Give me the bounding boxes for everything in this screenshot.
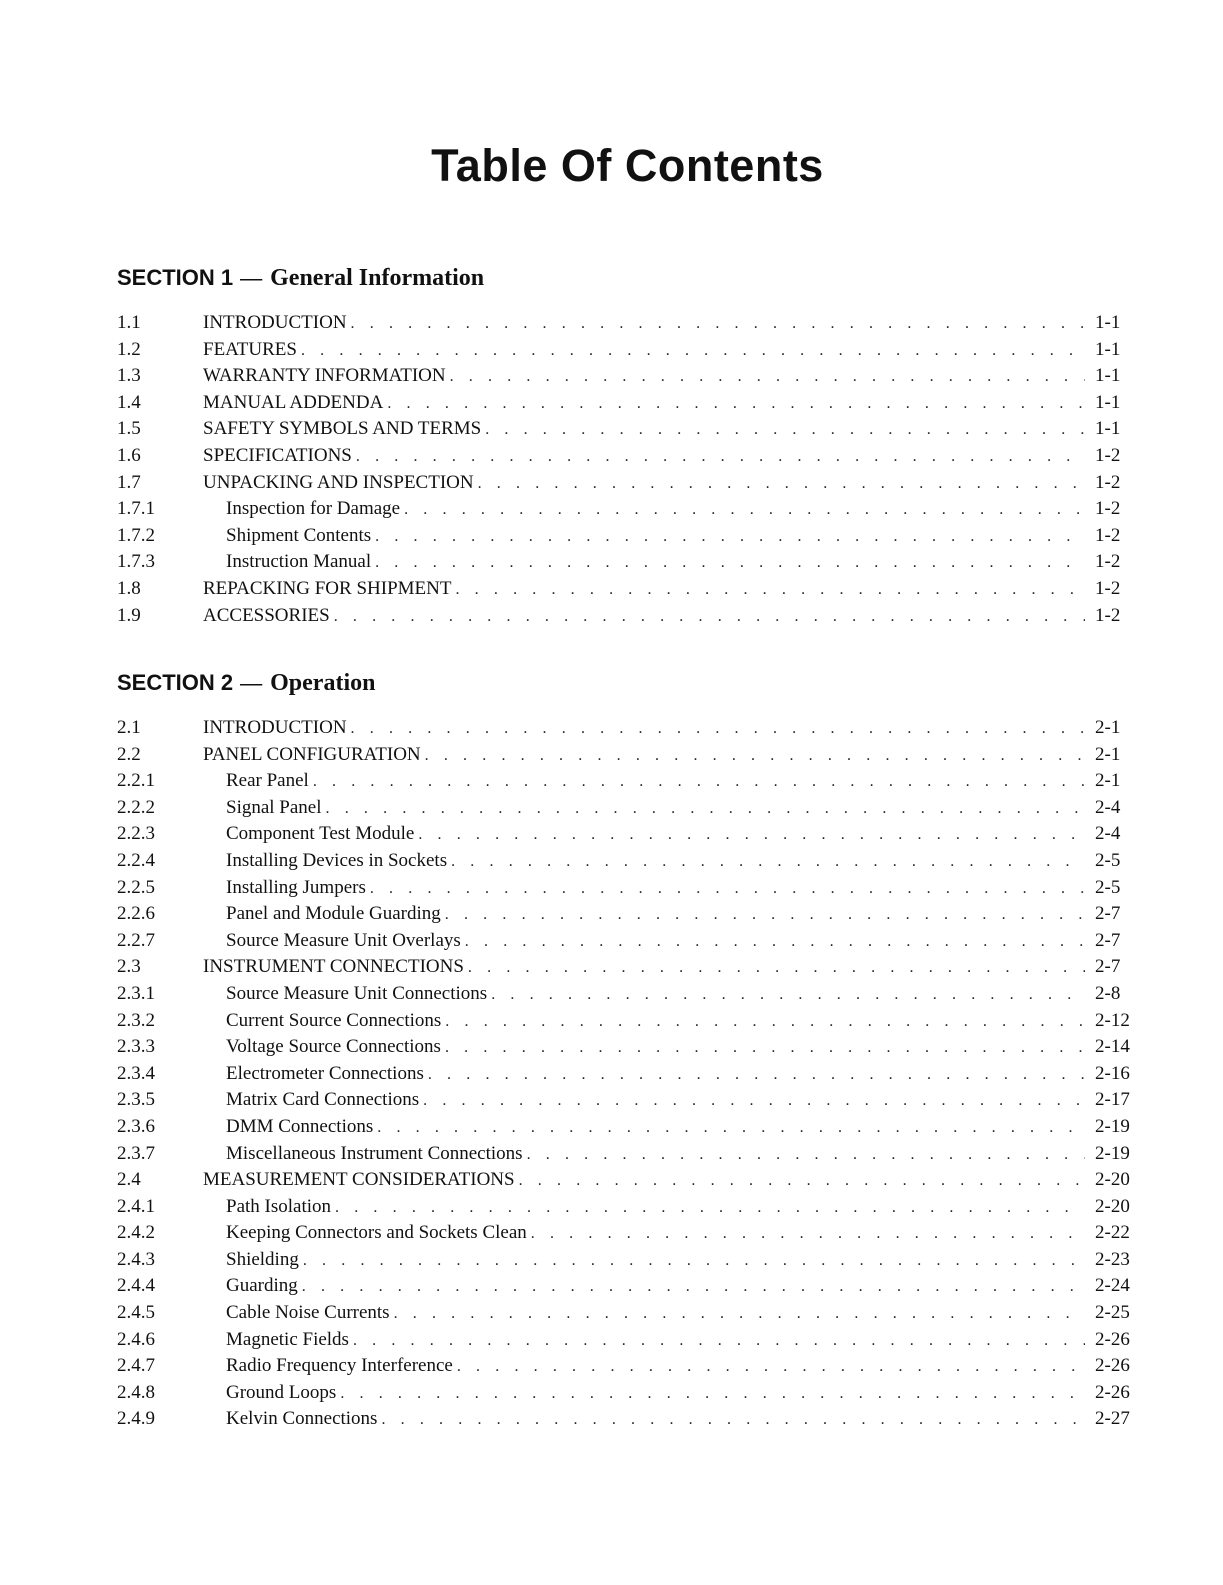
entry-page-number: 2-5	[1095, 876, 1121, 898]
entry-number: 2.4.6	[117, 1328, 155, 1350]
entry-page-number: 2-4	[1095, 796, 1121, 818]
entry-title: Current Source Connections	[226, 1009, 442, 1031]
toc-entry[interactable]	[117, 365, 1147, 392]
toc-entry[interactable]	[117, 525, 1147, 552]
entry-page-number: 1-1	[1095, 418, 1121, 440]
entry-page-number: 2-26	[1095, 1381, 1130, 1403]
entry-title: Miscellaneous Instrument Connections	[226, 1142, 523, 1164]
dot-leader	[351, 720, 1085, 738]
entry-page-number: 2-24	[1095, 1275, 1130, 1297]
entry-title: Kelvin Connections	[226, 1408, 378, 1430]
toc-entry[interactable]	[117, 983, 1147, 1010]
entry-title: DMM Connections	[226, 1115, 374, 1137]
entry-page-number: 1-2	[1095, 498, 1121, 520]
toc-entry[interactable]	[117, 1249, 1147, 1276]
entry-title: MANUAL ADDENDA	[203, 391, 384, 413]
section-name: Operation	[270, 670, 376, 696]
entry-number: 2.4.1	[117, 1195, 155, 1217]
entry-title: Source Measure Unit Connections	[226, 982, 488, 1004]
toc-entry[interactable]	[117, 551, 1147, 578]
dot-leader	[387, 395, 1085, 413]
dot-leader	[377, 1119, 1085, 1137]
dot-leader	[404, 501, 1085, 519]
entry-title: Installing Devices in Sockets	[226, 849, 448, 871]
dot-leader	[351, 315, 1085, 333]
entry-page-number: 2-12	[1095, 1009, 1130, 1031]
dot-leader	[353, 1332, 1085, 1350]
dot-leader	[491, 986, 1085, 1004]
entry-title: Shipment Contents	[226, 524, 372, 546]
entry-number: 2.3	[117, 956, 141, 978]
entry-page-number: 1-1	[1095, 312, 1121, 333]
dot-leader	[428, 1066, 1085, 1084]
entry-number: 2.3.1	[117, 982, 155, 1004]
toc-entry[interactable]	[117, 770, 1147, 797]
entry-title: INTRODUCTION	[203, 717, 347, 738]
entry-page-number: 1-1	[1095, 365, 1121, 387]
entry-page-number: 2-7	[1095, 929, 1121, 951]
entry-number: 1.7.2	[117, 524, 155, 546]
entry-number: 1.3	[117, 365, 141, 387]
section-heading	[117, 663, 1147, 703]
section-1	[117, 258, 1147, 631]
dot-leader	[303, 1252, 1085, 1270]
entry-number: 2.4	[117, 1169, 141, 1191]
entry-page-number: 1-2	[1095, 444, 1121, 466]
entry-title: Radio Frequency Interference	[226, 1355, 453, 1377]
entry-number: 2.3.2	[117, 1009, 155, 1031]
entry-page-number: 2-23	[1095, 1248, 1130, 1270]
section-separator: —	[240, 670, 263, 695]
toc-entry[interactable]	[117, 717, 1147, 744]
entry-page-number: 2-4	[1095, 823, 1121, 845]
dot-leader	[425, 747, 1085, 765]
entry-number: 1.1	[117, 312, 141, 333]
toc-entry[interactable]	[117, 744, 1147, 771]
entry-number: 2.4.3	[117, 1248, 155, 1270]
entry-title: PANEL CONFIGURATION	[203, 743, 421, 765]
entry-page-number: 2-5	[1095, 849, 1121, 871]
entry-title: Signal Panel	[226, 796, 322, 818]
toc-list	[117, 717, 1147, 1435]
entry-page-number: 1-2	[1095, 551, 1121, 573]
entry-number: 2.2.3	[117, 823, 155, 845]
entry-page-number: 2-1	[1095, 743, 1121, 765]
entry-page-number: 1-2	[1095, 471, 1121, 493]
entry-number: 2.2.2	[117, 796, 155, 818]
section-label: SECTION 1	[117, 265, 234, 290]
entry-page-number: 2-20	[1095, 1169, 1130, 1191]
entry-title: Shielding	[226, 1248, 299, 1270]
entry-page-number: 2-1	[1095, 717, 1121, 738]
entry-number: 2.3.4	[117, 1062, 155, 1084]
toc-entry[interactable]	[117, 1329, 1147, 1356]
entry-title: Path Isolation	[226, 1195, 332, 1217]
entry-title: WARRANTY INFORMATION	[203, 365, 446, 387]
entry-number: 2.2	[117, 743, 141, 765]
dot-leader	[468, 959, 1085, 977]
entry-number: 1.7	[117, 471, 141, 493]
toc-entry[interactable]	[117, 1275, 1147, 1302]
entry-page-number: 2-20	[1095, 1195, 1130, 1217]
toc-entry[interactable]	[117, 1063, 1147, 1090]
page-title: Table Of Contents	[431, 140, 824, 191]
toc-entry[interactable]	[117, 1382, 1147, 1409]
dot-leader	[326, 800, 1085, 818]
entry-number: 2.3.5	[117, 1089, 155, 1111]
entry-title: REPACKING FOR SHIPMENT	[203, 577, 452, 599]
entry-title: Guarding	[226, 1275, 298, 1297]
toc-list	[117, 312, 1147, 631]
section-2	[117, 663, 1147, 1435]
toc-entry[interactable]	[117, 1143, 1147, 1170]
dot-leader	[451, 853, 1085, 871]
entry-number: 2.4.9	[117, 1408, 155, 1430]
entry-title: INSTRUMENT CONNECTIONS	[203, 956, 464, 978]
entry-title: Rear Panel	[226, 770, 309, 792]
entry-number: 1.5	[117, 418, 141, 440]
toc-entry[interactable]	[117, 850, 1147, 877]
dot-leader	[423, 1092, 1085, 1110]
toc-entry[interactable]	[117, 903, 1147, 930]
toc-entry[interactable]	[117, 1222, 1147, 1249]
dot-leader	[335, 1199, 1085, 1217]
dot-leader	[356, 448, 1085, 466]
entry-number: 2.3.7	[117, 1142, 155, 1164]
toc-entry[interactable]	[117, 1355, 1147, 1382]
dot-leader	[445, 1039, 1085, 1057]
entry-title: UNPACKING AND INSPECTION	[203, 471, 474, 493]
entry-number: 2.4.4	[117, 1275, 155, 1297]
entry-page-number: 1-1	[1095, 338, 1121, 360]
dot-leader	[465, 933, 1085, 951]
dot-leader	[313, 773, 1085, 791]
entry-title: Instruction Manual	[226, 551, 372, 573]
entry-page-number: 1-2	[1095, 577, 1121, 599]
dot-leader	[375, 528, 1085, 546]
toc-entry[interactable]	[117, 312, 1147, 339]
entry-page-number: 2-16	[1095, 1062, 1130, 1084]
entry-number: 2.4.7	[117, 1355, 155, 1377]
toc-entry[interactable]	[117, 339, 1147, 366]
entry-number: 1.2	[117, 338, 141, 360]
entry-number: 2.4.2	[117, 1222, 155, 1244]
toc-entry[interactable]	[117, 445, 1147, 472]
entry-title: Component Test Module	[226, 823, 415, 845]
entry-number: 2.3.3	[117, 1036, 155, 1058]
section-label: SECTION 2	[117, 670, 234, 695]
dot-leader	[375, 554, 1085, 572]
entry-title: MEASUREMENT CONSIDERATIONS	[203, 1169, 515, 1191]
entry-title: Voltage Source Connections	[226, 1036, 441, 1058]
toc-entry[interactable]	[117, 1089, 1147, 1116]
entry-page-number: 2-7	[1095, 903, 1121, 925]
toc-entry[interactable]	[117, 392, 1147, 419]
entry-page-number: 1-2	[1095, 604, 1121, 626]
entry-number: 2.2.4	[117, 849, 155, 871]
entry-page-number: 2-19	[1095, 1115, 1130, 1137]
entry-title: Ground Loops	[226, 1381, 337, 1403]
entry-title: Cable Noise Currents	[226, 1302, 390, 1324]
entry-number: 2.2.5	[117, 876, 155, 898]
entry-page-number: 1-2	[1095, 524, 1121, 546]
toc-entry[interactable]	[117, 1302, 1147, 1329]
entry-page-number: 2-27	[1095, 1408, 1130, 1430]
toc-entry[interactable]	[117, 797, 1147, 824]
entry-number: 2.2.7	[117, 929, 155, 951]
entry-page-number: 1-1	[1095, 391, 1121, 413]
entry-title: Source Measure Unit Overlays	[226, 929, 461, 951]
entry-number: 2.2.6	[117, 903, 155, 925]
dot-leader	[455, 581, 1085, 599]
entry-title: Panel and Module Guarding	[226, 903, 441, 925]
entry-title: ACCESSORIES	[203, 604, 330, 626]
entry-number: 1.7.1	[117, 498, 155, 520]
dot-leader	[394, 1305, 1085, 1323]
entry-page-number: 2-25	[1095, 1302, 1130, 1324]
section-name: General Information	[270, 265, 485, 291]
entry-page-number: 2-22	[1095, 1222, 1130, 1244]
dot-leader	[485, 421, 1085, 439]
entry-page-number: 2-19	[1095, 1142, 1130, 1164]
entry-title: INTRODUCTION	[203, 312, 347, 333]
dot-leader	[302, 1278, 1085, 1296]
toc-entry[interactable]	[117, 472, 1147, 499]
toc-entry[interactable]	[117, 578, 1147, 605]
entry-page-number: 2-8	[1095, 982, 1121, 1004]
dot-leader	[457, 1358, 1085, 1376]
toc-entry[interactable]	[117, 1010, 1147, 1037]
entry-number: 1.9	[117, 604, 141, 626]
toc-entry[interactable]	[117, 930, 1147, 957]
toc-entry[interactable]	[117, 418, 1147, 445]
dot-leader	[519, 1172, 1085, 1190]
entry-page-number: 2-26	[1095, 1328, 1130, 1350]
entry-page-number: 2-14	[1095, 1036, 1130, 1058]
toc-entry[interactable]	[117, 605, 1147, 632]
entry-number: 1.4	[117, 391, 141, 413]
entry-title: Inspection for Damage	[226, 498, 401, 520]
entry-number: 2.3.6	[117, 1115, 155, 1137]
entry-page-number: 2-26	[1095, 1355, 1130, 1377]
entry-number: 2.1	[117, 717, 141, 738]
entry-title: SPECIFICATIONS	[203, 444, 352, 466]
dot-leader	[478, 475, 1085, 493]
toc-entry[interactable]	[117, 1169, 1147, 1196]
dot-leader	[445, 906, 1085, 924]
dot-leader	[334, 608, 1085, 626]
toc-entry[interactable]	[117, 498, 1147, 525]
toc-entry[interactable]	[117, 823, 1147, 850]
dot-leader	[370, 880, 1085, 898]
dot-leader	[418, 826, 1085, 844]
entry-page-number: 2-17	[1095, 1089, 1130, 1111]
dot-leader	[381, 1411, 1085, 1429]
entry-title: Electrometer Connections	[226, 1062, 424, 1084]
entry-number: 2.4.5	[117, 1302, 155, 1324]
entry-number: 2.4.8	[117, 1381, 155, 1403]
entry-number: 2.2.1	[117, 770, 155, 792]
entry-title: SAFETY SYMBOLS AND TERMS	[203, 418, 482, 440]
entry-number: 1.8	[117, 577, 141, 599]
toc-entry[interactable]	[117, 1116, 1147, 1143]
section-separator: —	[240, 265, 263, 290]
entry-title: Magnetic Fields	[226, 1328, 349, 1350]
dot-leader	[445, 1013, 1085, 1031]
entry-title: Matrix Card Connections	[226, 1089, 420, 1111]
section-heading	[117, 258, 1147, 298]
toc-entry[interactable]	[117, 1196, 1147, 1223]
toc-entry[interactable]	[117, 1408, 1147, 1435]
dot-leader	[340, 1385, 1085, 1403]
toc-entry[interactable]	[117, 877, 1147, 904]
entry-page-number: 2-7	[1095, 956, 1121, 978]
dot-leader	[450, 368, 1085, 386]
entry-page-number: 2-1	[1095, 770, 1121, 792]
entry-title: FEATURES	[203, 338, 297, 360]
toc-entry[interactable]	[117, 1036, 1147, 1063]
dot-leader	[301, 342, 1085, 360]
entry-number: 1.6	[117, 444, 141, 466]
entry-title: Keeping Connectors and Sockets Clean	[226, 1222, 527, 1244]
dot-leader	[531, 1225, 1085, 1243]
toc-entry[interactable]	[117, 956, 1147, 983]
entry-title: Installing Jumpers	[226, 876, 366, 898]
dot-leader	[527, 1146, 1085, 1164]
entry-number: 1.7.3	[117, 551, 155, 573]
